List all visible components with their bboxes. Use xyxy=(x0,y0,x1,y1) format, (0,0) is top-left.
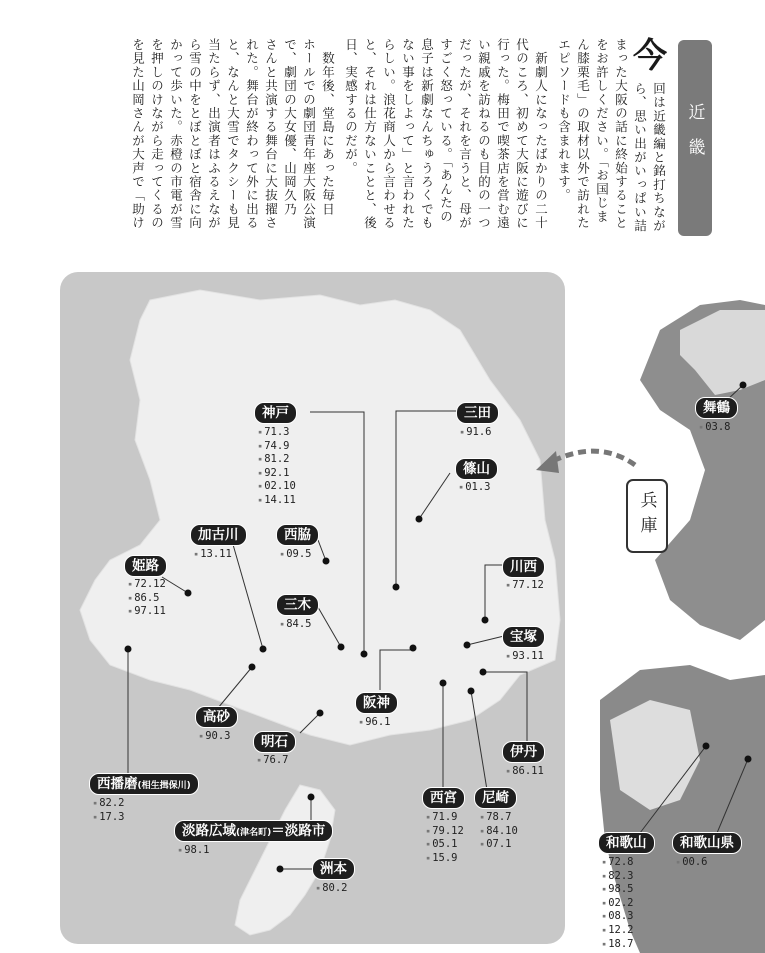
place-label-itami: 伊丹 xyxy=(502,741,545,763)
place-label-sasayama: 篠山 xyxy=(455,458,498,480)
place-dates-takasago: ▪ 90.3 xyxy=(199,730,231,744)
article-column: さんと共演する舞台に大抜擢さ xyxy=(263,38,279,230)
place-label-sumoto: 洲本 xyxy=(312,858,355,880)
place-dates-itami: ▪ 86.11 xyxy=(506,765,544,779)
place-label-wakayama-ken: 和歌山県 xyxy=(672,832,742,854)
place-label-akashi: 明石 xyxy=(253,731,296,753)
place-dates-kobe: ▪ 71.3 ▪ 74.9 ▪ 81.2 ▪ 92.1 ▪ 02.10 ▪ 14.11 xyxy=(258,426,296,508)
article-column: らしい。浪花商人から言わせる xyxy=(381,38,397,230)
place-dates-akashi: ▪ 76.7 xyxy=(257,754,289,768)
hyogo-pointer-arrow xyxy=(555,451,635,465)
place-dates-miki: ▪ 84.5 xyxy=(280,618,312,632)
place-dates-sumoto: ▪ 80.2 xyxy=(316,882,348,896)
article-column: 新劇人になったばかりの二十 xyxy=(533,38,549,230)
article-column: をお許しください。「お国じま xyxy=(594,38,610,224)
place-label-awaji-koiki: 淡路広域(津名町)＝淡路市 xyxy=(174,820,333,842)
article-column: ホールでの劇団青年座大阪公演 xyxy=(301,38,317,230)
article-column: を押しのけながら走ってくるの xyxy=(149,38,165,230)
article-column: ら雪の中をとぼとぼと宿舎に向 xyxy=(187,38,203,230)
drop-cap: 今 xyxy=(633,36,667,76)
article-column: 当たらず、出演者はふるえなが xyxy=(206,38,222,230)
place-label-hanshin: 阪神 xyxy=(355,692,398,714)
region-banner: 近畿 xyxy=(678,40,712,236)
place-dates-takarazuka: ▪ 93.11 xyxy=(506,650,544,664)
place-label-nishiharima: 西播磨(相生揖保川) xyxy=(89,773,199,795)
article-column: ない事をしよって」と言われた xyxy=(400,38,416,230)
article-column: 数年後、堂島にあった毎日 xyxy=(320,38,336,217)
place-label-nishinomiya: 西宮 xyxy=(422,787,465,809)
article-column: ん膝栗毛」の取材以外で訪れた xyxy=(575,38,591,230)
article-column: と、なんと大雪でタクシーも見 xyxy=(225,38,241,230)
article-column: 回は近畿編と銘打ちなが xyxy=(651,82,667,233)
place-dates-awaji-koiki: ▪ 98.1 xyxy=(178,844,210,858)
place-label-wakayama: 和歌山 xyxy=(598,832,655,854)
place-dates-nishiwaki: ▪ 09.5 xyxy=(280,548,312,562)
article-column: い親戚を訪ねるのも目的の一つ xyxy=(476,38,492,230)
place-dates-wakayama-ken: ▪ 00.6 xyxy=(676,856,708,870)
hyogo-region-tag: 兵庫 xyxy=(626,479,668,553)
place-dates-wakayama: ▪ 72.8 ▪ 82.3 ▪ 98.5 ▪ 02.2 ▪ 08.3 ▪ 12.2 ▪ 18.7 xyxy=(602,856,634,951)
place-label-amagasaki: 尼崎 xyxy=(474,787,517,809)
article-column: と、それは仕方ないことと、後 xyxy=(362,38,378,230)
article-column: まった大阪の話に終始すること xyxy=(613,38,629,230)
place-label-himeji: 姫路 xyxy=(124,555,167,577)
place-dates-nishinomiya: ▪ 71.9 ▪ 79.12 ▪ 05.1 ▪ 15.9 xyxy=(426,811,464,865)
place-label-nishiwaki: 西脇 xyxy=(276,524,319,546)
place-dates-hanshin: ▪ 96.1 xyxy=(359,716,391,730)
place-label-kobe: 神戸 xyxy=(254,402,297,424)
place-label-takarazuka: 宝塚 xyxy=(502,626,545,648)
place-label-kakogawa: 加古川 xyxy=(190,524,247,546)
place-dates-kakogawa: ▪ 13.11 xyxy=(194,548,232,562)
place-label-kawanishi: 川西 xyxy=(502,556,545,578)
place-label-sanda: 三田 xyxy=(456,402,499,424)
article-column: 行った。梅田で喫茶店を営む遠 xyxy=(495,38,511,230)
article-column: ら、思い出がいっぱい詰 xyxy=(632,82,648,233)
article-column: 息子は新劇なんちゅうろくでも xyxy=(419,38,435,230)
article-column: 代のころ、初めて大阪に遊びに xyxy=(514,38,530,230)
place-dates-kawanishi: ▪ 77.12 xyxy=(506,579,544,593)
article-column: 日、実感するのだが。 xyxy=(343,38,359,175)
place-label-maizuru: 舞鶴 xyxy=(695,397,738,419)
article-column: だったが、それを言うと、母が xyxy=(457,38,473,230)
article-column: れた。舞台が終わって外に出る xyxy=(244,38,260,230)
place-dates-himeji: ▪ 72.12 ▪ 86.5 ▪ 97.11 xyxy=(128,578,166,619)
place-dates-amagasaki: ▪ 78.7 ▪ 84.10 ▪ 07.1 xyxy=(480,811,518,852)
article-column: すごく怒っている。「あんたの xyxy=(438,38,454,224)
place-label-takasago: 高砂 xyxy=(195,706,238,728)
place-dates-sasayama: ▪ 01.3 xyxy=(459,481,491,495)
article-column: で、劇団の大女優、山岡久乃 xyxy=(282,38,298,217)
hyogo-land-shape xyxy=(80,290,560,745)
article-column: エピソードも含まれます。 xyxy=(556,38,572,203)
place-dates-sanda: ▪ 91.6 xyxy=(460,426,492,440)
place-dates-maizuru: ▪ 03.8 xyxy=(699,421,731,435)
place-label-miki: 三木 xyxy=(276,594,319,616)
article-column: かって歩いた。赤橙の市電が雪 xyxy=(168,38,184,230)
article-column: を見た山岡さんが大声で「助け xyxy=(130,38,146,230)
place-dates-nishiharima: ▪ 82.2 ▪ 17.3 xyxy=(93,797,125,824)
